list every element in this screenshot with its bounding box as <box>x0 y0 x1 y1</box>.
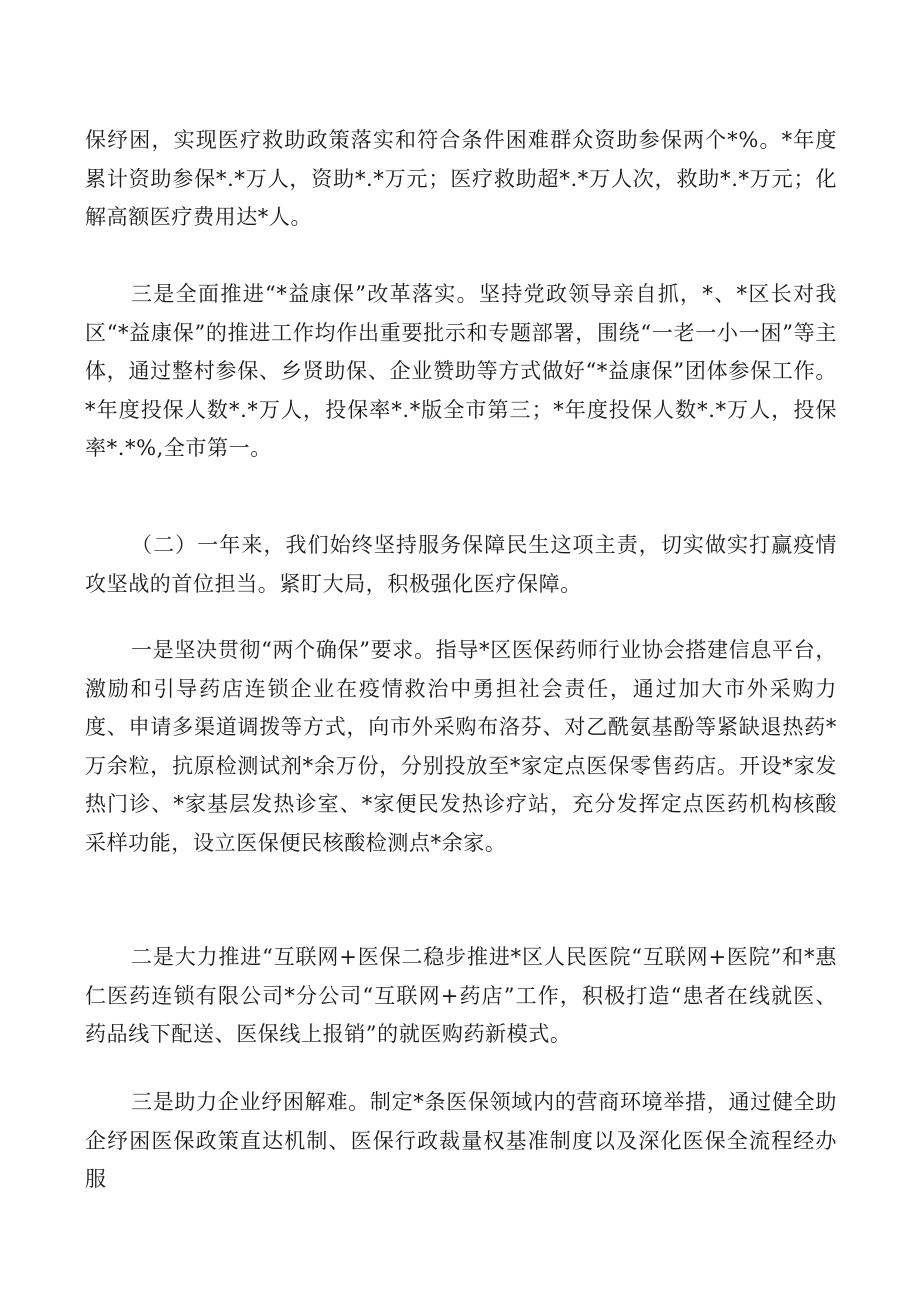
paragraph-internet-medical: 二是大力推进“互联网+医保二稳步推进*区人民医院“互联网+医院”和*惠仁医药连锁有限公司*分公司“互联网+药店”工作，积极打造“患者在线就医、药品线下配送、医保线上报销”的就医购药新模式。 <box>85 945 837 1046</box>
paragraph-medical-assistance: 保纾困，实现医疗救助政策落实和符合条件困难群众资助参保两个*%。*年度累计资助参保*.*万人，资助*.*万元；医疗救助超*.*万人次，救助*.*万元；化解高额医疗费用达*人。 <box>85 128 837 229</box>
paragraph-two-guarantees: 一是坚决贯彻“两个确保”要求。指导*区医保药师行业协会搭建信息平台，激励和引导药店连锁企业在疫情救治中勇担社会责任，通过加大市外采购力度、申请多渠道调拨等方式，向市外采购布洛芬、对乙酰氨基酚等紧缺退热药*万余粒，抗原检测试剂*余万份，分别投放至*家定点医保零售药店。开设*家发热门诊、*家基层发热诊室、*家便民发热诊疗站，充分发挥定点医药机构核酸采样功能，设立医保便民核酸检测点*余家。 <box>85 638 837 855</box>
paragraph-enterprise-relief: 三是助力企业纾困解难。制定*条医保领域内的营商环境举措，通过健全助企纾困医保政策直达机制、医保行政裁量权基准制度以及深化医保全流程经办服 <box>85 1090 837 1191</box>
paragraph-yikangbao-reform: 三是全面推进“*益康保”改革落实。坚持党政领导亲自抓，*、*区长对我区“*益康保”的推进工作均作出重要批示和专题部署，围绕“一老一小一困”等主体，通过整村参保、乡贤助保、企业赞助等方式做好“*益康保”团体参保工作。*年度投保人数*.*万人，投保率*.*版全市第三；*年度投保人数*.*万人，投保率*.*%,全市第一。 <box>85 282 837 460</box>
paragraph-section-two-intro: （二）一年来，我们始终坚持服务保障民生这项主责，切实做实打赢疫情攻坚战的首位担当。紧盯大局，积极强化医疗保障。 <box>85 533 837 596</box>
